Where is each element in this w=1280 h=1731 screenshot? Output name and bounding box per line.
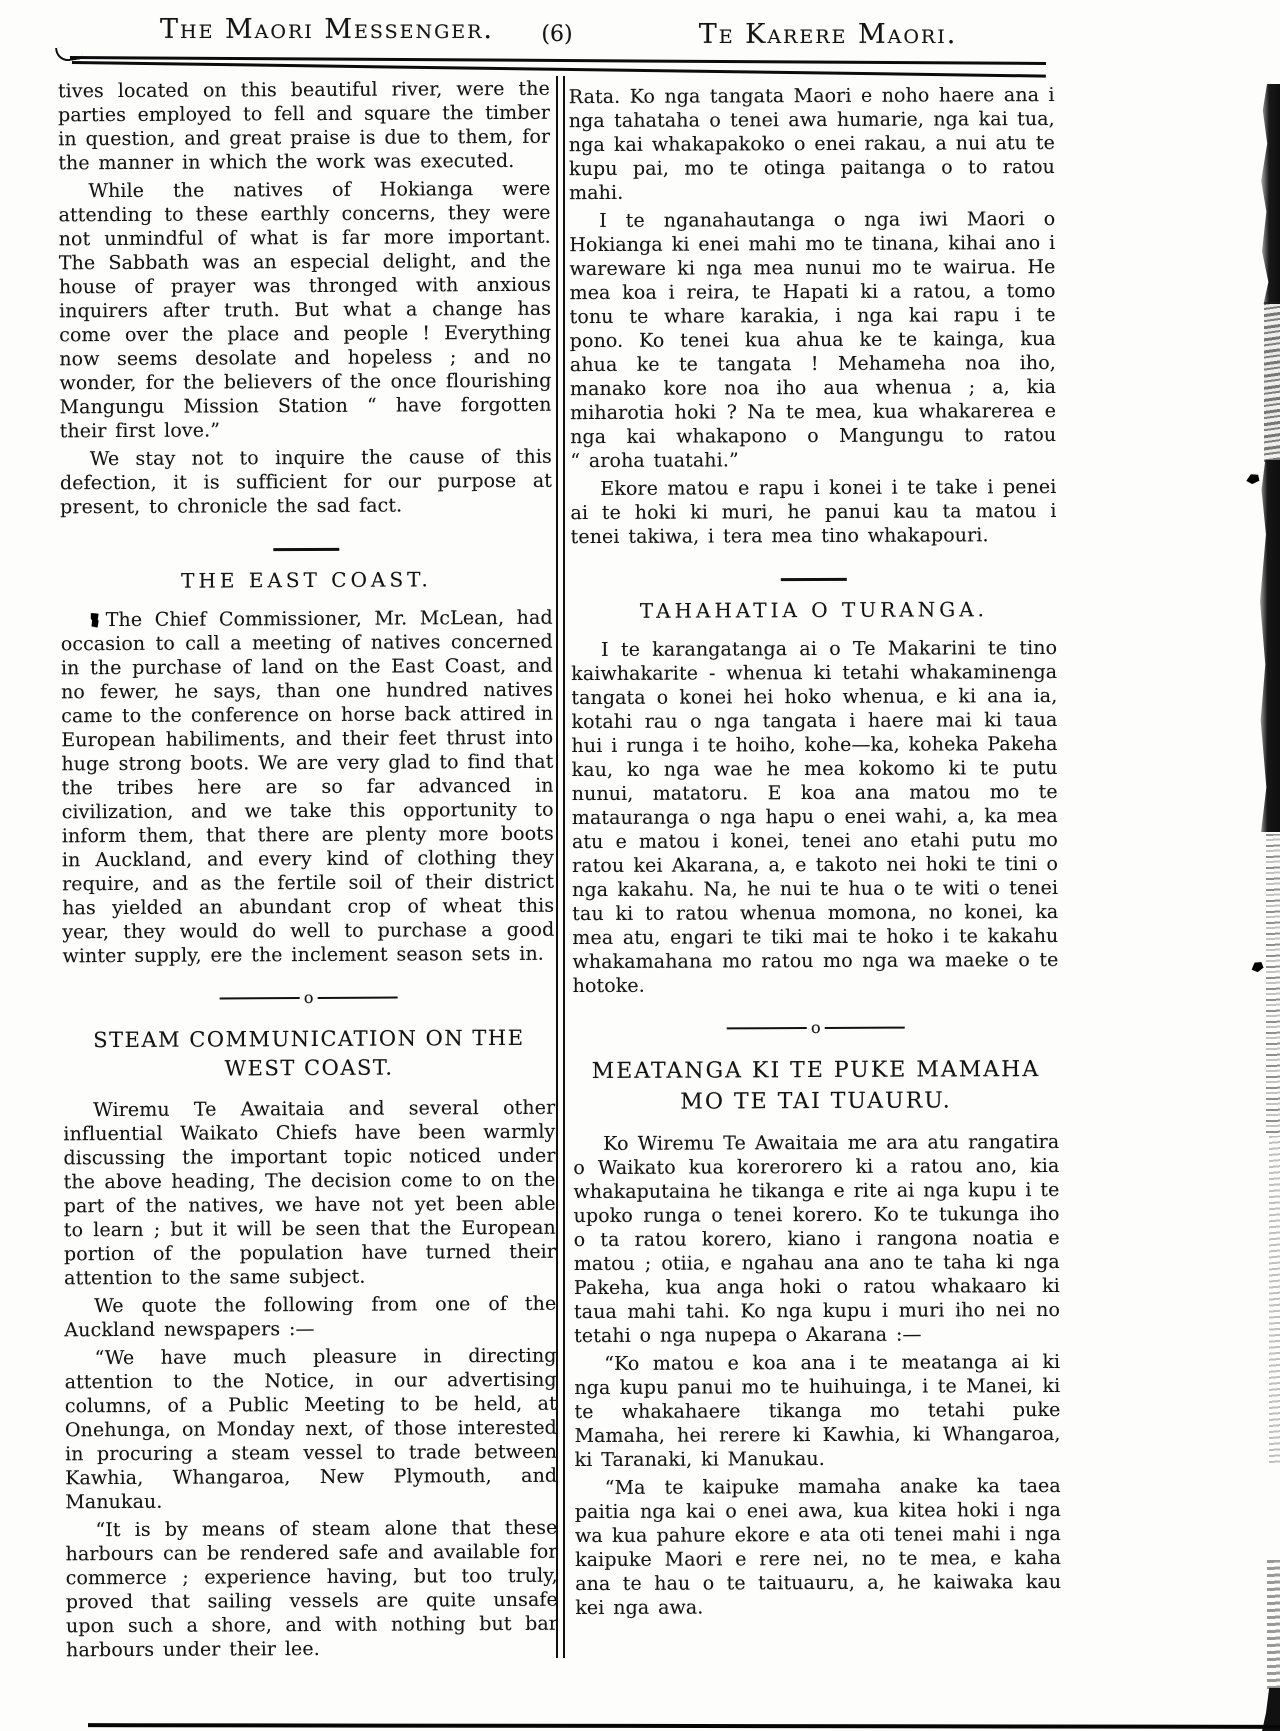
body-paragraph: I te karangatanga ai o Te Makarini te tino kaiwhakarite - whenua ki tetahi whakaminenga tangata o konei hei hoko whenua, e ki ana ia, kotahi rau o nga tangata i haere mai ki taua hui i runga i te hoiho, kohe—ka, koheka Pakeha kau, ko nga wae he mea kokomo ki te putu nunui, matatoru. E koa ana matou mo te matauranga o nga hapu o enei wahi, a, ka mea atu e matou i konei, tenei ano etahi putu mo ratou kei Akarana, a, e takoto nei hoki te tini o nga kakahu. Na, he nui te hua o te witi o tenei tau ki to ratou whenua momona, no konei, ka mea atu, engari te tiki mai te hoko i te kakahu whakamahana mo ratou mo nga wa maeke o te hotoke. (571, 636, 1059, 997)
rule-line (220, 997, 300, 999)
section-heading-east-coast: THE EAST COAST. (181, 566, 432, 593)
column-english (58, 77, 558, 1666)
body-paragraph: We quote the following from one of the Auckland newspapers :— (64, 1292, 557, 1341)
section-heading-meatanga: MEATANGA KI TE PUKE MAMAHA MO TE TAI TUAURU. (591, 1056, 1041, 1115)
masthead-rule-swash (55, 44, 83, 63)
scan-edge-artifact (1264, 302, 1280, 462)
section-rule-ornament (573, 1017, 1059, 1037)
column-maori (569, 83, 1062, 1624)
body-paragraph: “Ma te kaipuke mamaha anake ka taea paitia nga kai o enei awa, kua kitea hoki i nga wa kua pahure ekore e ata oti tenei mahi i nga kaipuke Maori e rere nei, no te mea, e kaha ana te hau o te taituauru, a, he kaiwaka kau kei nga awa. (574, 1474, 1062, 1619)
section-heading-steam-communication: STEAM COMMUNICATION ON THE WEST COAST. (93, 1025, 525, 1080)
column-divider-rule (556, 76, 565, 1658)
body-paragraph: “It is by means of steam alone that these harbours can be rendered safe and available for commerce ; experience having, but too truly, proved that sailing vessels are quite unsafe upon such a shore, and with nothing but bar harbours under their lee. (65, 1516, 558, 1661)
section-heading-tahahatia: TAHAHATIA O TURANGA. (639, 596, 989, 623)
rule-ornament-glyph: o (810, 1017, 821, 1037)
rule-line (317, 996, 397, 998)
scan-edge-artifact (1266, 834, 1280, 1136)
body-paragraph: Ekore matou e rapu i konei i te take i penei ai te hoki ki muri, he panui kau ta matou i tenei takiwa, i tera mea tino whakapouri. (570, 475, 1057, 549)
body-paragraph: Rata. Ko nga tangata Maori e noho haere ana i nga tahataha o tenei awa humarie, nga kai tua, nga kai whakapakoko o enei rakau, a nui atu te kupu pai, mo te otinga paitanga o to ratou mahi. (568, 83, 1056, 205)
scan-edge-artifact (1259, 460, 1280, 832)
ink-speck-artifact (1245, 473, 1260, 485)
ink-speck-artifact (1250, 960, 1265, 974)
paragraph-text: The Chief Commissioner, Mr. McLean, had occasion to call a meeting of natives concerned in the purchase of land on the East Coast, and no fewer, he says, than one hundred natives came to the conference on horse back attired in European habiliments, and their feet thrust into huge strong boots. We are very glad to find that the tribes here are so far advanced in civilization, and we take this opportunity to inform them, that there are plenty more boots in Auckland, and every kind of clothing they require, and as the fertile soil of their district has yielded an abundant crop of wheat this year, they would do well to purchase a good winter supply, ere the inclement season sets in. (60, 606, 555, 967)
body-paragraph: tives located on this beautiful river, were the parties employed to fell and square the timber in question, and great praise is due to them, for the manner in which the work was executed. (57, 77, 551, 175)
section-rule-ornament (63, 987, 555, 1007)
page-number: (6) (541, 22, 573, 47)
body-paragraph: Ko Wiremu Te Awaitaia me ara atu rangatira o Waikato kua korerorero ki a ratou ano, kia whakaputaina he tikanga e rite ai nga kupu i te upoko runga o tenei korero. Ko te tukunga iho o ta ratou korero, kiano i rangona noatia e matou ; otiia, e ngahau ana ano te taha ki nga Pakeha, kua anga hoki o ratou whakaaro ki taua mahi tahi. Ko nga kupu i muri iho nei no tetahi o nga nupepa o Akarana :— (573, 1130, 1061, 1347)
body-paragraph: I te nganahautanga o nga iwi Maori o Hokianga ki enei mahi mo te tinana, kihai ano i wareware ki nga mea nunui mo te wairua. He mea koa i reira, te Hapati ki a ratou, a tomo tonu te whare karakia, i nga kai rapu i te pono. Ko tenei kua ahua ke te kainga, kua ahua ke te tangata ! Mehameha noa iho, manako kore noa iho aua whenua ; a, kia miharotia hoki ? Na te mea, kua whakarerea e nga kai whakapono o Mangungu to ratou “ aroha tuatahi.” (569, 207, 1057, 473)
masthead-title-maori: Te Karere Maori. (698, 19, 958, 50)
body-paragraph: Wiremu Te Awaitaia and several other influential Waikato Chiefs have been warmly discussing the important topic noticed under the above heading, The decision come to on the part of the natives, we have not yet been able to learn ; but it will be seen that the European portion of the population have turned their attention to the same subject. (63, 1096, 557, 1289)
rule-line (825, 1026, 905, 1028)
body-paragraph (61, 605, 555, 968)
rule-ornament-glyph: o (303, 987, 314, 1007)
page-bottom-rule (88, 1723, 1280, 1728)
body-paragraph: We stay not to inquire the cause of this defection, it is sufficient for our purpose at present, to chronicle the sad fact. (59, 445, 553, 519)
scan-edge-artifact (1260, 84, 1280, 304)
section-rule (273, 548, 339, 551)
masthead-title-english: The Maori Messenger. (160, 14, 495, 45)
body-paragraph: “We have much pleasure in directing attention to the Notice, in our advertising columns, of a Public Meeting to be held, at Onehunga, on Monday next, of those interested in procuring a steam vessel to trade between Kawhia, Whangaroa, New Plymouth, and Manukau. (64, 1344, 558, 1513)
body-paragraph: “Ko matou e koa ana i te meatanga ai ki nga kupu panui mo te huihuinga, i te Manei, ki te whakahaere tikanga mo tetahi puke Mamaha, hei rerere ki Kawhia, ki Whangaroa, ki Taranaki, ki Manukau. (574, 1350, 1061, 1471)
rule-line (727, 1027, 807, 1029)
body-paragraph: While the natives of Hokianga were attending to these earthly concerns, they were not unmindful of what is far more important. The Sabbath was an especial delight, and the house of prayer was thronged with anxious inquirers after truth. But what a change has come over the place and people ! Everything now seems desolate and hopeless ; and no wonder, for the believers of the once flourishing Mangungu Mission Station “ have forgotten their first love.” (58, 177, 552, 443)
scan-edge-artifact (1269, 1136, 1280, 1466)
scan-edge-artifact (1267, 1560, 1280, 1690)
section-rule (781, 578, 847, 581)
ink-blot-artifact (91, 613, 99, 628)
